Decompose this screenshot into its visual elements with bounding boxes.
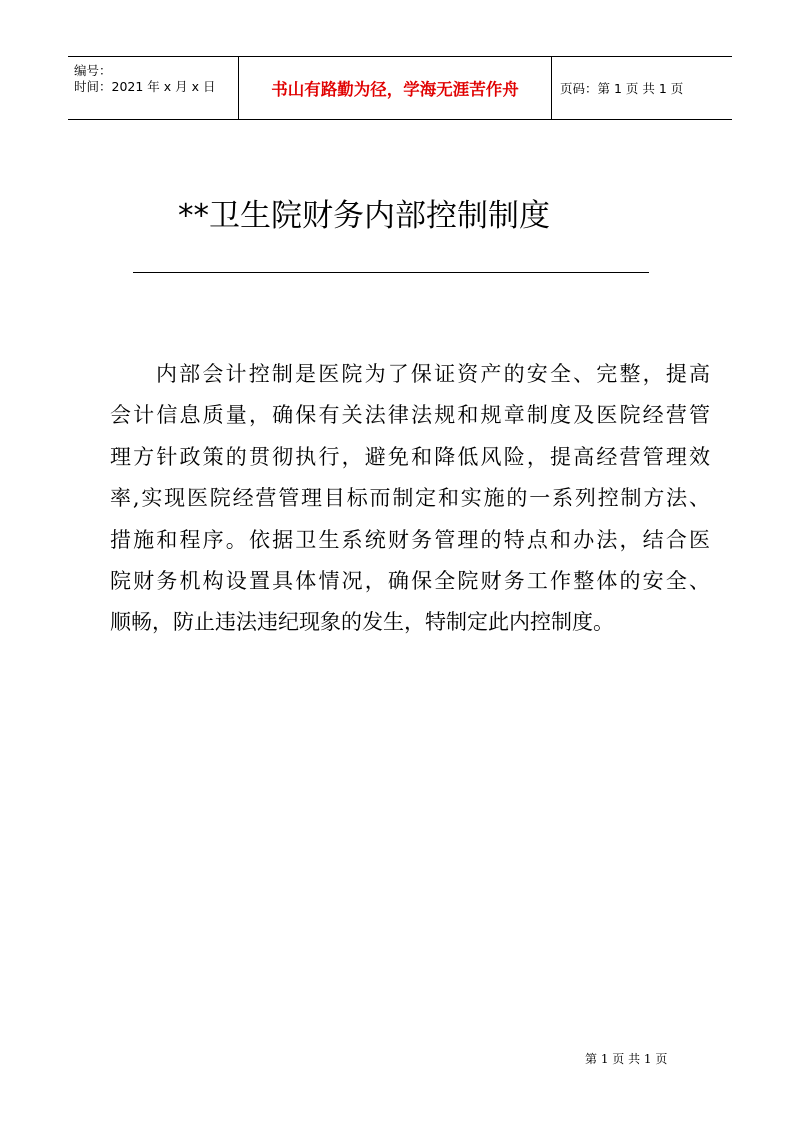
header-page-info: 页码：第 1 页 共 1 页 <box>560 81 684 96</box>
serial-number-label: 编号： <box>74 63 112 78</box>
header-meta-cell <box>68 57 238 119</box>
page-footer-number: 第 1 页 共 1 页 <box>585 1052 668 1066</box>
title-underline <box>133 272 649 273</box>
header-motto-cell <box>238 57 552 119</box>
page-header <box>68 56 732 120</box>
body-line: 率,实现医院经营管理目标而制定和实施的一系列控制方法、 <box>110 486 710 511</box>
date-label: 时间：2021 年 x 月 x 日 <box>74 79 216 94</box>
document-title: **卫生院财务内部控制制度 <box>178 198 550 234</box>
body-line: 会计信息质量，确保有关法律法规和规章制度及医院经营管 <box>110 403 710 428</box>
header-page-cell <box>552 57 732 119</box>
body-line: 措施和程序。依据卫生系统财务管理的特点和办法，结合医 <box>110 527 710 552</box>
body-line: 内部会计控制是医院为了保证资产的安全、完整，提高 <box>156 362 710 386</box>
document-body <box>110 354 710 644</box>
body-line: 理方针政策的贯彻执行，避免和降低风险，提高经营管理效 <box>110 444 710 469</box>
body-line: 顺畅，防止违法违纪现象的发生，特制定此内控制度。 <box>110 610 614 635</box>
body-line: 院财务机构设置具体情况，确保全院财务工作整体的安全、 <box>110 568 710 593</box>
header-motto: 书山有路勤为径，学海无涯苦作舟 <box>271 80 519 99</box>
